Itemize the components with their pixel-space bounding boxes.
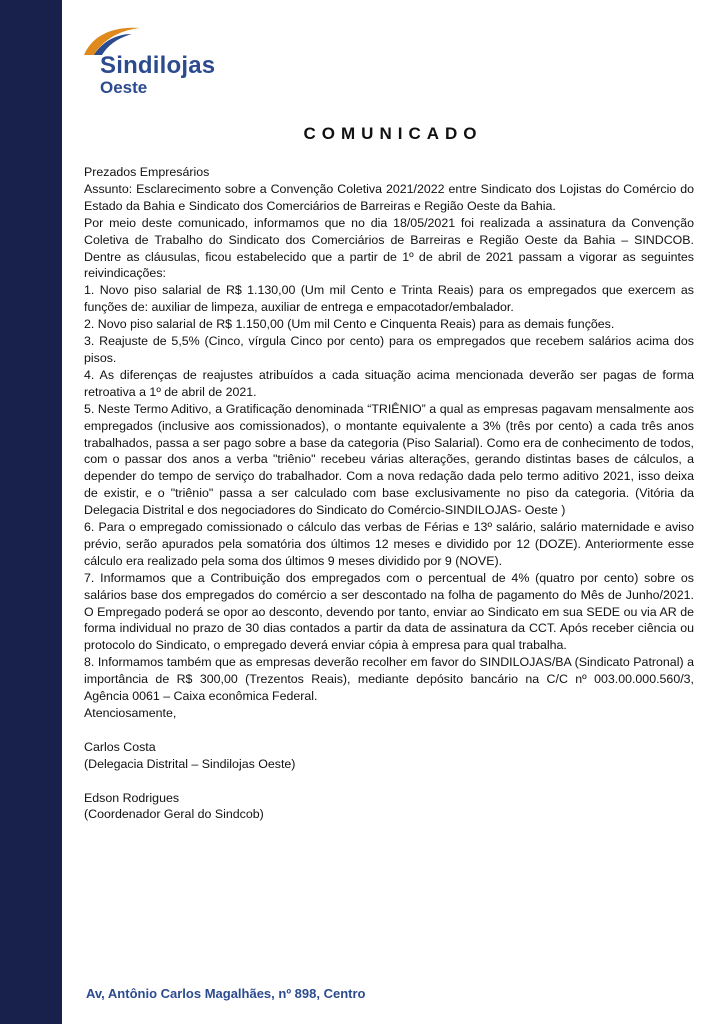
list-item: 1. Novo piso salarial de R$ 1.130,00 (Um mil Cento e Trinta Reais) para os empregados que exercem as funções de: auxiliar de limpeza, auxiliar de entrega e empacotador/embalador.	[84, 283, 694, 315]
list-item: 4. As diferenças de reajustes atribuídos a cada situação acima mencionada deverão ser pagas de forma retroativa a 1º de abril de 2021.	[84, 367, 694, 399]
signer-role: (Delegacia Distrital – Sindilojas Oeste)	[84, 756, 296, 771]
list-item: 8. Informamos também que as empresas deverão recolher em favor do SINDILOJAS/BA (Sindicato Patronal) a importância de R$ 300,00 (Trezentos Reais), mediante depósito bancário na C/C nº 003.00.000.560/3, Agência 0061 – Caixa econômica Federal.	[84, 655, 694, 704]
logo-name: Sindilojas	[100, 52, 216, 79]
document-title: COMUNICADO	[303, 124, 483, 143]
closing: Atenciosamente,	[84, 706, 177, 720]
list-item: 5. Neste Termo Aditivo, a Gratificação denominada “TRIÊNIO” a qual as empresas pagavam mensalmente aos empregados (inclusive aos comissionados), o montante equivalente a 3% (três por cento) a cada três anos trabalhados, passa a ser pago sobre a base da categoria (Piso Salarial). Como era de conhecimento de todos, com o passar dos anos a verba "triênio" recebeu várias alterações, gerando distintas bases de cálculos, a depender do tempo de serviço do trabalhador. Com a nova redação dada pelo termo aditivo 2021, isso deixa de existir, e o "triênio" passa a ser calculado com base exclusivamente no piso da categoria. (Vitória da Delegacia Distrital e dos negociadores do Sindicato do Comércio-SINDILOJAS- Oeste )	[84, 401, 694, 518]
list-item: 3. Reajuste de 5,5% (Cinco, vírgula Cinco por cento) para os empregados que recebem salários acima dos pisos.	[84, 334, 694, 365]
sindilojas-logo	[82, 22, 252, 102]
list-item: 7. Informamos que a Contribuição dos empregados com o percentual de 4% (quatro por cento) sobre os salários base dos empregados do comércio a ser descontado na folha de pagamento do Mês de Junho/2021. O Empregado poderá se opor ao desconto, devendo por tanto, enviar ao Sindicato em sua SEDE ou via AR de forma individual no prazo de 30 dias contados a partir da data de assinatura da CCT. Após receber ciência ou protocolo do Sindicato, o empregado deverá enviar cópia à empresa para qual trabalha.	[84, 570, 694, 653]
greeting: Prezados Empresários	[84, 165, 210, 179]
list-item: 2. Novo piso salarial de R$ 1.150,00 (Um mil Cento e Cinquenta Reais) para as demais funções.	[84, 317, 615, 332]
sidebar-stripe	[0, 0, 62, 1024]
signer-name: Carlos Costa	[84, 739, 156, 754]
document-body	[84, 164, 694, 823]
logo-subtitle: Oeste	[100, 78, 148, 97]
list-item: 6. Para o empregado comissionado o cálculo das verbas de Férias e 13º salário, salário maternidade e aviso prévio, serão apurados pela somatória dos últimos 12 meses e dividido por 12 (DOZE). Anteriormente esse cálculo era realizado pela soma dos últimos 9 meses dividido por 9 (NOVE).	[84, 520, 694, 568]
intro-paragraph: Por meio deste comunicado, informamos que no dia 18/05/2021 foi realizada a assinatura da Convenção Coletiva de Trabalho do Sindicato dos Comerciários de Barreiras e Região Oeste da Bahia – SINDCOB. Dentre as cláusulas, ficou estabelecido que a partir de 1º de abril de 2021 passam a vigorar as seguintes reivindicações:	[84, 215, 694, 281]
signer-role: (Coordenador Geral do Sindcob)	[84, 807, 264, 822]
subject-paragraph: Assunto: Esclarecimento sobre a Convenção Coletiva 2021/2022 entre Sindicato dos Lojistas do Comércio do Estado da Bahia e Sindicato dos Comerciários de Barreiras e Região Oeste da Bahia.	[84, 181, 694, 213]
footer-address: Av, Antônio Carlos Magalhães, nº 898, Centro	[86, 986, 366, 1001]
signer-name: Edson Rodrigues	[84, 790, 180, 805]
